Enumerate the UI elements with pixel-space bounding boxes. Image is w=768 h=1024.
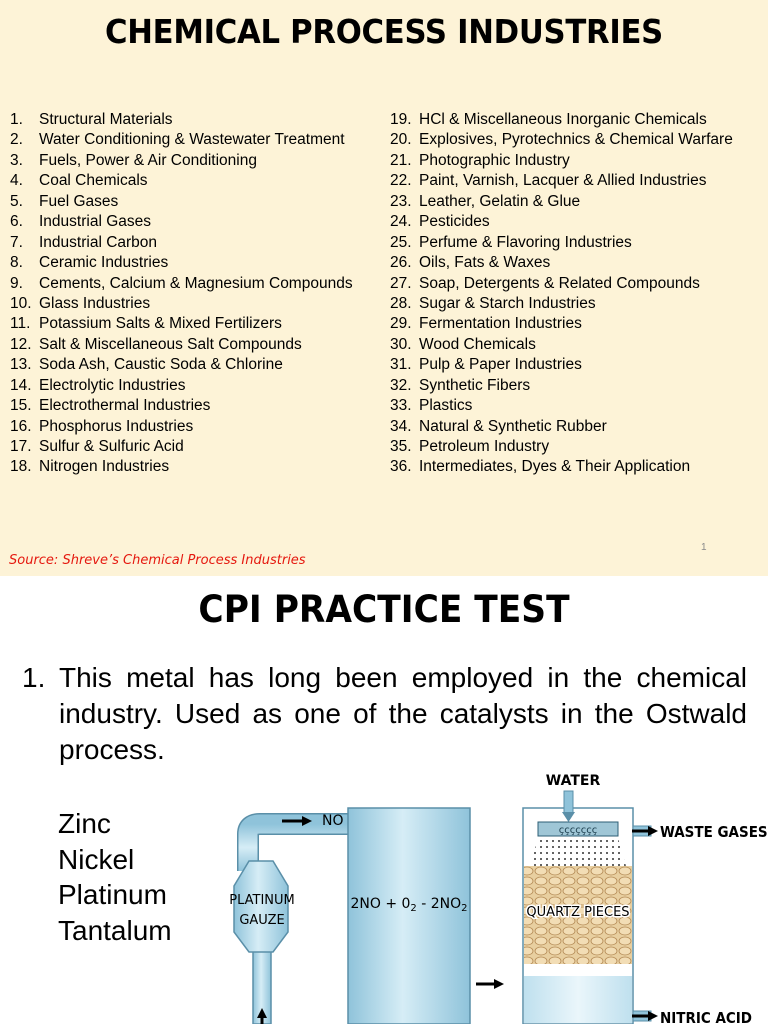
list-item [10, 376, 353, 396]
waste-gases-label: WASTE GASES [660, 824, 768, 842]
list-item-text: Fuel Gases [39, 192, 119, 210]
list-item [10, 171, 353, 191]
slide1-title: CHEMICAL PROCESS INDUSTRIES [105, 12, 663, 51]
list-item-number: 15. [10, 397, 32, 415]
list-item-number: 13. [10, 356, 32, 374]
list-item-number: 1. [10, 111, 23, 128]
nitric-acid-label: NITRIC ACID [660, 1010, 753, 1024]
slide2-title: CPI PRACTICE TEST [198, 588, 570, 631]
water-inlet-pipe [564, 791, 573, 813]
question-text: This metal has long been employed in the chemical industry. Used as one of the catalysts in the Ostwald process. [59, 662, 747, 765]
list-item [10, 294, 353, 314]
no-label: NO [322, 813, 344, 829]
list-item-text: Coal Chemicals [39, 172, 148, 190]
list-item-number: 17. [10, 438, 32, 455]
slide-practice-test [0, 576, 768, 1024]
waste-gas-arrow [648, 826, 658, 836]
list-item-text: Paint, Varnish, Lacquer & Allied Industries [419, 172, 707, 190]
list-item [390, 192, 733, 212]
list-item-text: Water Conditioning & Wastewater Treatment [39, 131, 345, 149]
list-item-number: 20. [390, 131, 412, 149]
list-item-number: 22. [390, 172, 412, 190]
list-item-text: Leather, Gelatin & Glue [419, 192, 581, 210]
list-item-text: Industrial Gases [39, 213, 151, 231]
list-item-text: Electrothermal Industries [39, 397, 211, 415]
list-item-number: 8. [10, 254, 23, 272]
oxidation-tower [348, 808, 470, 1024]
list-item-text: Electrolytic Industries [39, 376, 186, 394]
list-item-text: Perfume & Flavoring Industries [419, 233, 632, 251]
nozzle-marks: ççççççç [558, 825, 598, 836]
list-item [10, 314, 353, 334]
choice-platinum[interactable]: Platinum [58, 879, 167, 910]
list-item-number: 14. [10, 376, 32, 394]
list-item-text: Fuels, Power & Air Conditioning [39, 151, 257, 169]
list-item-number: 29. [390, 315, 412, 333]
industry-list-left [10, 110, 353, 478]
list-item-number: 25. [390, 233, 412, 251]
list-item-number: 5. [10, 192, 23, 210]
list-item [10, 233, 353, 253]
list-item-text: Natural & Synthetic Rubber [419, 417, 607, 435]
list-item [390, 233, 733, 253]
list-item-number: 10. [10, 294, 32, 312]
list-item-text: Explosives, Pyrotechnics & Chemical Warfare [419, 131, 733, 149]
list-item [10, 417, 353, 437]
list-item [10, 274, 353, 294]
list-item [390, 396, 733, 416]
platinum-label: PLATINUM [229, 893, 295, 908]
list-item-text: Phosphorus Industries [39, 417, 194, 435]
list-item-number: 35. [390, 438, 412, 455]
page-number: 1 [701, 542, 707, 553]
list-item-text: Synthetic Fibers [419, 376, 531, 394]
list-item-number: 9. [10, 274, 23, 292]
list-item-text: Sulfur & Sulfuric Acid [39, 438, 184, 455]
list-item-number: 18. [10, 458, 32, 476]
list-item-text: Ceramic Industries [39, 254, 169, 272]
list-item-number: 24. [390, 213, 412, 231]
list-item [10, 130, 353, 150]
list-item-number: 32. [390, 376, 412, 394]
source-citation: Source: Shreve’s Chemical Process Industries [9, 553, 306, 568]
list-item [10, 151, 353, 171]
list-item-number: 31. [390, 356, 412, 374]
list-item [390, 335, 733, 355]
list-item [390, 274, 733, 294]
list-item-text: Cements, Calcium & Magnesium Compounds [39, 274, 353, 292]
transfer-arrow-head [494, 979, 504, 989]
choice-zinc[interactable]: Zinc [58, 808, 111, 839]
list-item [390, 294, 733, 314]
list-item-number: 27. [390, 274, 412, 292]
list-item-text: Pulp & Paper Industries [419, 356, 582, 374]
list-item [390, 130, 733, 150]
list-item [390, 355, 733, 375]
list-item-text: Nitrogen Industries [39, 458, 170, 476]
quartz-label: QUARTZ PIECES [526, 905, 630, 920]
list-item-text: Oils, Fats & Waxes [419, 254, 551, 272]
choice-nickel[interactable]: Nickel [58, 843, 135, 875]
list-item [390, 376, 733, 396]
nitric-acid-arrow [648, 1011, 658, 1021]
list-item [10, 212, 353, 232]
list-item-number: 23. [390, 192, 412, 210]
question-1 [22, 660, 747, 768]
list-item [390, 110, 733, 130]
list-item-number: 12. [10, 335, 32, 353]
list-item [390, 171, 733, 191]
list-item [10, 253, 353, 273]
industry-list-right [390, 110, 733, 478]
list-item-number: 6. [10, 213, 23, 231]
list-item-number: 3. [10, 151, 23, 169]
list-item-text: HCl & Miscellaneous Inorganic Chemicals [419, 111, 707, 128]
list-item-number: 30. [390, 335, 412, 353]
list-item-text: Potassium Salts & Mixed Fertilizers [39, 315, 282, 333]
list-item-text: Structural Materials [39, 111, 173, 128]
answer-choices [58, 806, 172, 948]
list-item-text: Sugar & Starch Industries [419, 294, 596, 312]
list-item-text: Plastics [419, 397, 473, 415]
list-item-text: Soda Ash, Caustic Soda & Chlorine [39, 356, 283, 374]
list-item-text: Soap, Detergents & Related Compounds [419, 274, 700, 292]
list-item [10, 335, 353, 355]
list-item-text: Fermentation Industries [419, 315, 582, 333]
list-item-number: 36. [390, 458, 412, 476]
list-item [390, 212, 733, 232]
list-item-number: 33. [390, 397, 412, 415]
list-item-text: Industrial Carbon [39, 233, 158, 251]
list-item [390, 417, 733, 437]
choice-tantalum[interactable]: Tantalum [58, 914, 172, 946]
list-item-number: 2. [10, 131, 23, 149]
list-item [10, 355, 353, 375]
list-item [390, 151, 733, 171]
water-label: WATER [545, 773, 601, 789]
question-number: 1. [22, 662, 46, 693]
list-item-number: 19. [390, 111, 412, 128]
list-item-text: Intermediates, Dyes & Their Application [419, 458, 691, 476]
nitric-acid-liquid [524, 976, 632, 1023]
list-item-text: Salt & Miscellaneous Salt Compounds [39, 335, 302, 353]
list-item-number: 7. [10, 233, 23, 251]
list-item-text: Glass Industries [39, 294, 151, 312]
list-item-number: 16. [10, 417, 32, 435]
list-item-text: Photographic Industry [419, 151, 570, 169]
list-item-number: 4. [10, 172, 23, 190]
list-item [390, 437, 733, 457]
ostwald-process-diagram [226, 766, 768, 1024]
list-item-number: 28. [390, 294, 412, 312]
list-item-number: 34. [390, 417, 412, 435]
list-item [390, 253, 733, 273]
list-item [390, 457, 733, 477]
list-item-number: 11. [10, 315, 31, 333]
list-item-text: Petroleum Industry [419, 438, 550, 455]
list-item [10, 110, 353, 130]
list-item-number: 21. [390, 151, 412, 169]
water-spray [530, 838, 626, 866]
list-item-text: Wood Chemicals [419, 335, 536, 353]
list-item [10, 396, 353, 416]
list-item [10, 192, 353, 212]
list-item-text: Pesticides [419, 213, 490, 231]
list-item [390, 314, 733, 334]
list-item [10, 437, 353, 457]
gauze-label: GAUZE [239, 913, 285, 928]
reaction-equation: $2NO + 0_2 - 2NO_2$ [350, 896, 468, 914]
list-item [10, 457, 353, 477]
list-item-number: 26. [390, 254, 412, 272]
